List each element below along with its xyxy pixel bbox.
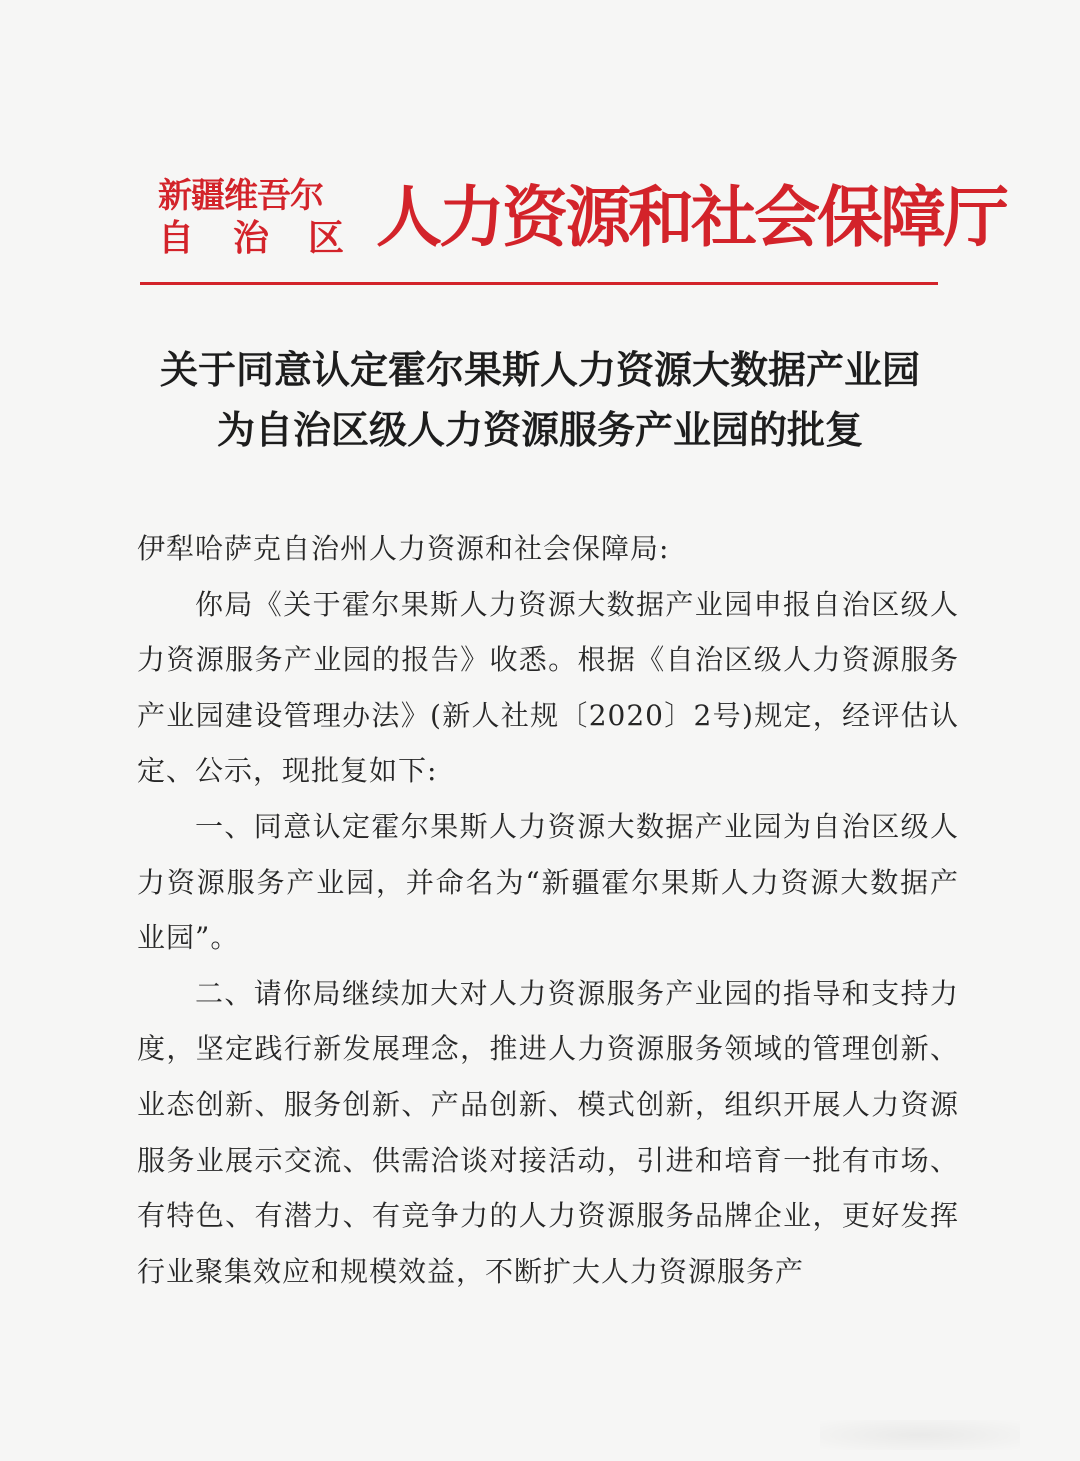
scan-smudge <box>820 1420 1020 1450</box>
body-paragraph-2: 一、同意认定霍尔果斯人力资源大数据产业园为自治区级人力资源服务产业园，并命名为“新疆霍尔果斯人力资源大数据产业园”。 <box>137 809 959 955</box>
org-prefix <box>158 176 384 262</box>
letterhead <box>158 170 1006 270</box>
body-paragraph-3: 二、请你局继续加大对人力资源服务产业园的指导和支持力度，坚定践行新发展理念，推进人力资源服务领域的管理创新、业态创新、服务创新、产品创新、模式创新，组织开展人力资源服务业展示交流、供需洽谈对接活动，引进和培育一批有市场、有特色、有潜力、有竞争力的人力资源服务品牌企业，更好发挥行业聚集效应和规模效益，不断扩大人力资源服务产 <box>137 976 959 1288</box>
document-title <box>100 340 980 460</box>
salutation: 伊犁哈萨克自治州人力资源和社会保障局: <box>137 532 670 565</box>
document-title-line1: 关于同意认定霍尔果斯人力资源大数据产业园 <box>159 348 920 392</box>
letterhead-divider <box>140 282 938 285</box>
org-name: 人力资源和社会保障厅 <box>376 179 1006 256</box>
document-title-line2: 为自治区级人力资源服务产业园的批复 <box>216 408 863 452</box>
document-body <box>137 521 959 1299</box>
body-paragraph-1: 你局《关于霍尔果斯人力资源大数据产业园申报自治区级人力资源服务产业园的报告》收悉。根据《自治区级人力资源服务产业园建设管理办法》(新人社规〔2020〕2号)规定，经评估认定、公示，现批复如下: <box>137 587 959 788</box>
org-prefix-line2: 自治区 <box>158 218 384 259</box>
org-prefix-line1: 新疆维吾尔 <box>158 176 323 216</box>
